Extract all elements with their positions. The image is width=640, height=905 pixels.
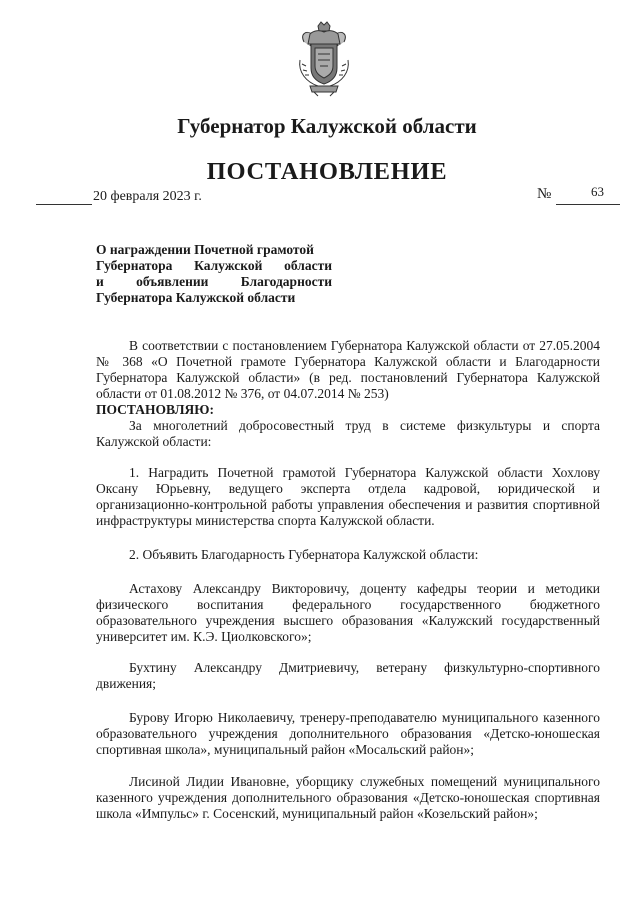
recipient-entry <box>96 774 600 822</box>
document-subject <box>96 242 332 306</box>
number-underline <box>556 204 620 205</box>
item-1-text: 1. Наградить Почетной грамотой Губернатора Калужской области Хохлову Оксану Юрьевну, ведущего эксперта отдела кадровой, юридической и организационно-контрольной работы управления обеспечения и развития спортивной инфраструктуры министерства спорта Калужской области. <box>96 465 600 528</box>
document-date: 20 февраля 2023 г. <box>93 189 202 204</box>
recipient-text: Лисиной Лидии Ивановне, уборщику служебных помещений муниципального казенного учреждения дополнительного образования «Детско-юношеская спортивная школа «Импульс» г. Сосенский, муниципальный район «Козельский район»; <box>96 774 600 821</box>
date-underline <box>36 204 92 205</box>
item-2-text: 2. Объявить Благодарность Губернатора Калужской области: <box>129 547 479 562</box>
recipient-text: Астахову Александру Викторовичу, доценту кафедры теории и методики физического воспитания федерального государственного бюджетного образовательного учреждения высшего образования «Калужский государственный университет им. К.Э. Циолковского»; <box>96 581 600 644</box>
issuing-authority: Губернатор Калужской области <box>177 114 477 138</box>
subject-line: и объявлении Благодарности <box>96 274 332 289</box>
coat-of-arms-emblem <box>296 20 352 98</box>
subject-line: Губернатора Калужской области <box>96 258 332 273</box>
resolve-heading: ПОСТАНОВЛЯЮ: <box>96 402 214 417</box>
subject-line: О награждении Почетной грамотой <box>96 242 314 257</box>
preamble <box>96 338 600 450</box>
recipient-text: Бухтину Александру Дмитриевичу, ветерану физкультурно-спортивного движения; <box>96 660 600 691</box>
recipient-entry <box>96 660 600 692</box>
number-sign: № <box>537 186 552 202</box>
preamble-text: В соответствии с постановлением Губернатора Калужской области от 27.05.2004 № 368 «О Почетной грамоте Губернатора Калужской области и Благодарности Губернатора Калужской области» (в ред. постановлений Губернатора Калужской области от 01.08.2012 № 376, от 04.07.2014 № 253) <box>96 338 600 401</box>
award-reason: За многолетний добросовестный труд в системе физкультуры и спорта Калужской области: <box>96 418 600 449</box>
subject-line: Губернатора Калужской области <box>96 290 296 305</box>
paragraph-item-2 <box>96 547 600 563</box>
paragraph-item-1 <box>96 465 600 529</box>
recipient-text: Бурову Игорю Николаевичу, тренеру-преподавателю муниципального казенного образовательного учреждения дополнительного образования «Детско-юношеская спортивная школа», муниципальный район «Мосальский район»; <box>96 710 600 757</box>
document-number: 63 <box>591 184 604 199</box>
recipient-entry <box>96 581 600 645</box>
recipient-entry <box>96 710 600 758</box>
document-type-title: ПОСТАНОВЛЕНИЕ <box>206 158 448 185</box>
